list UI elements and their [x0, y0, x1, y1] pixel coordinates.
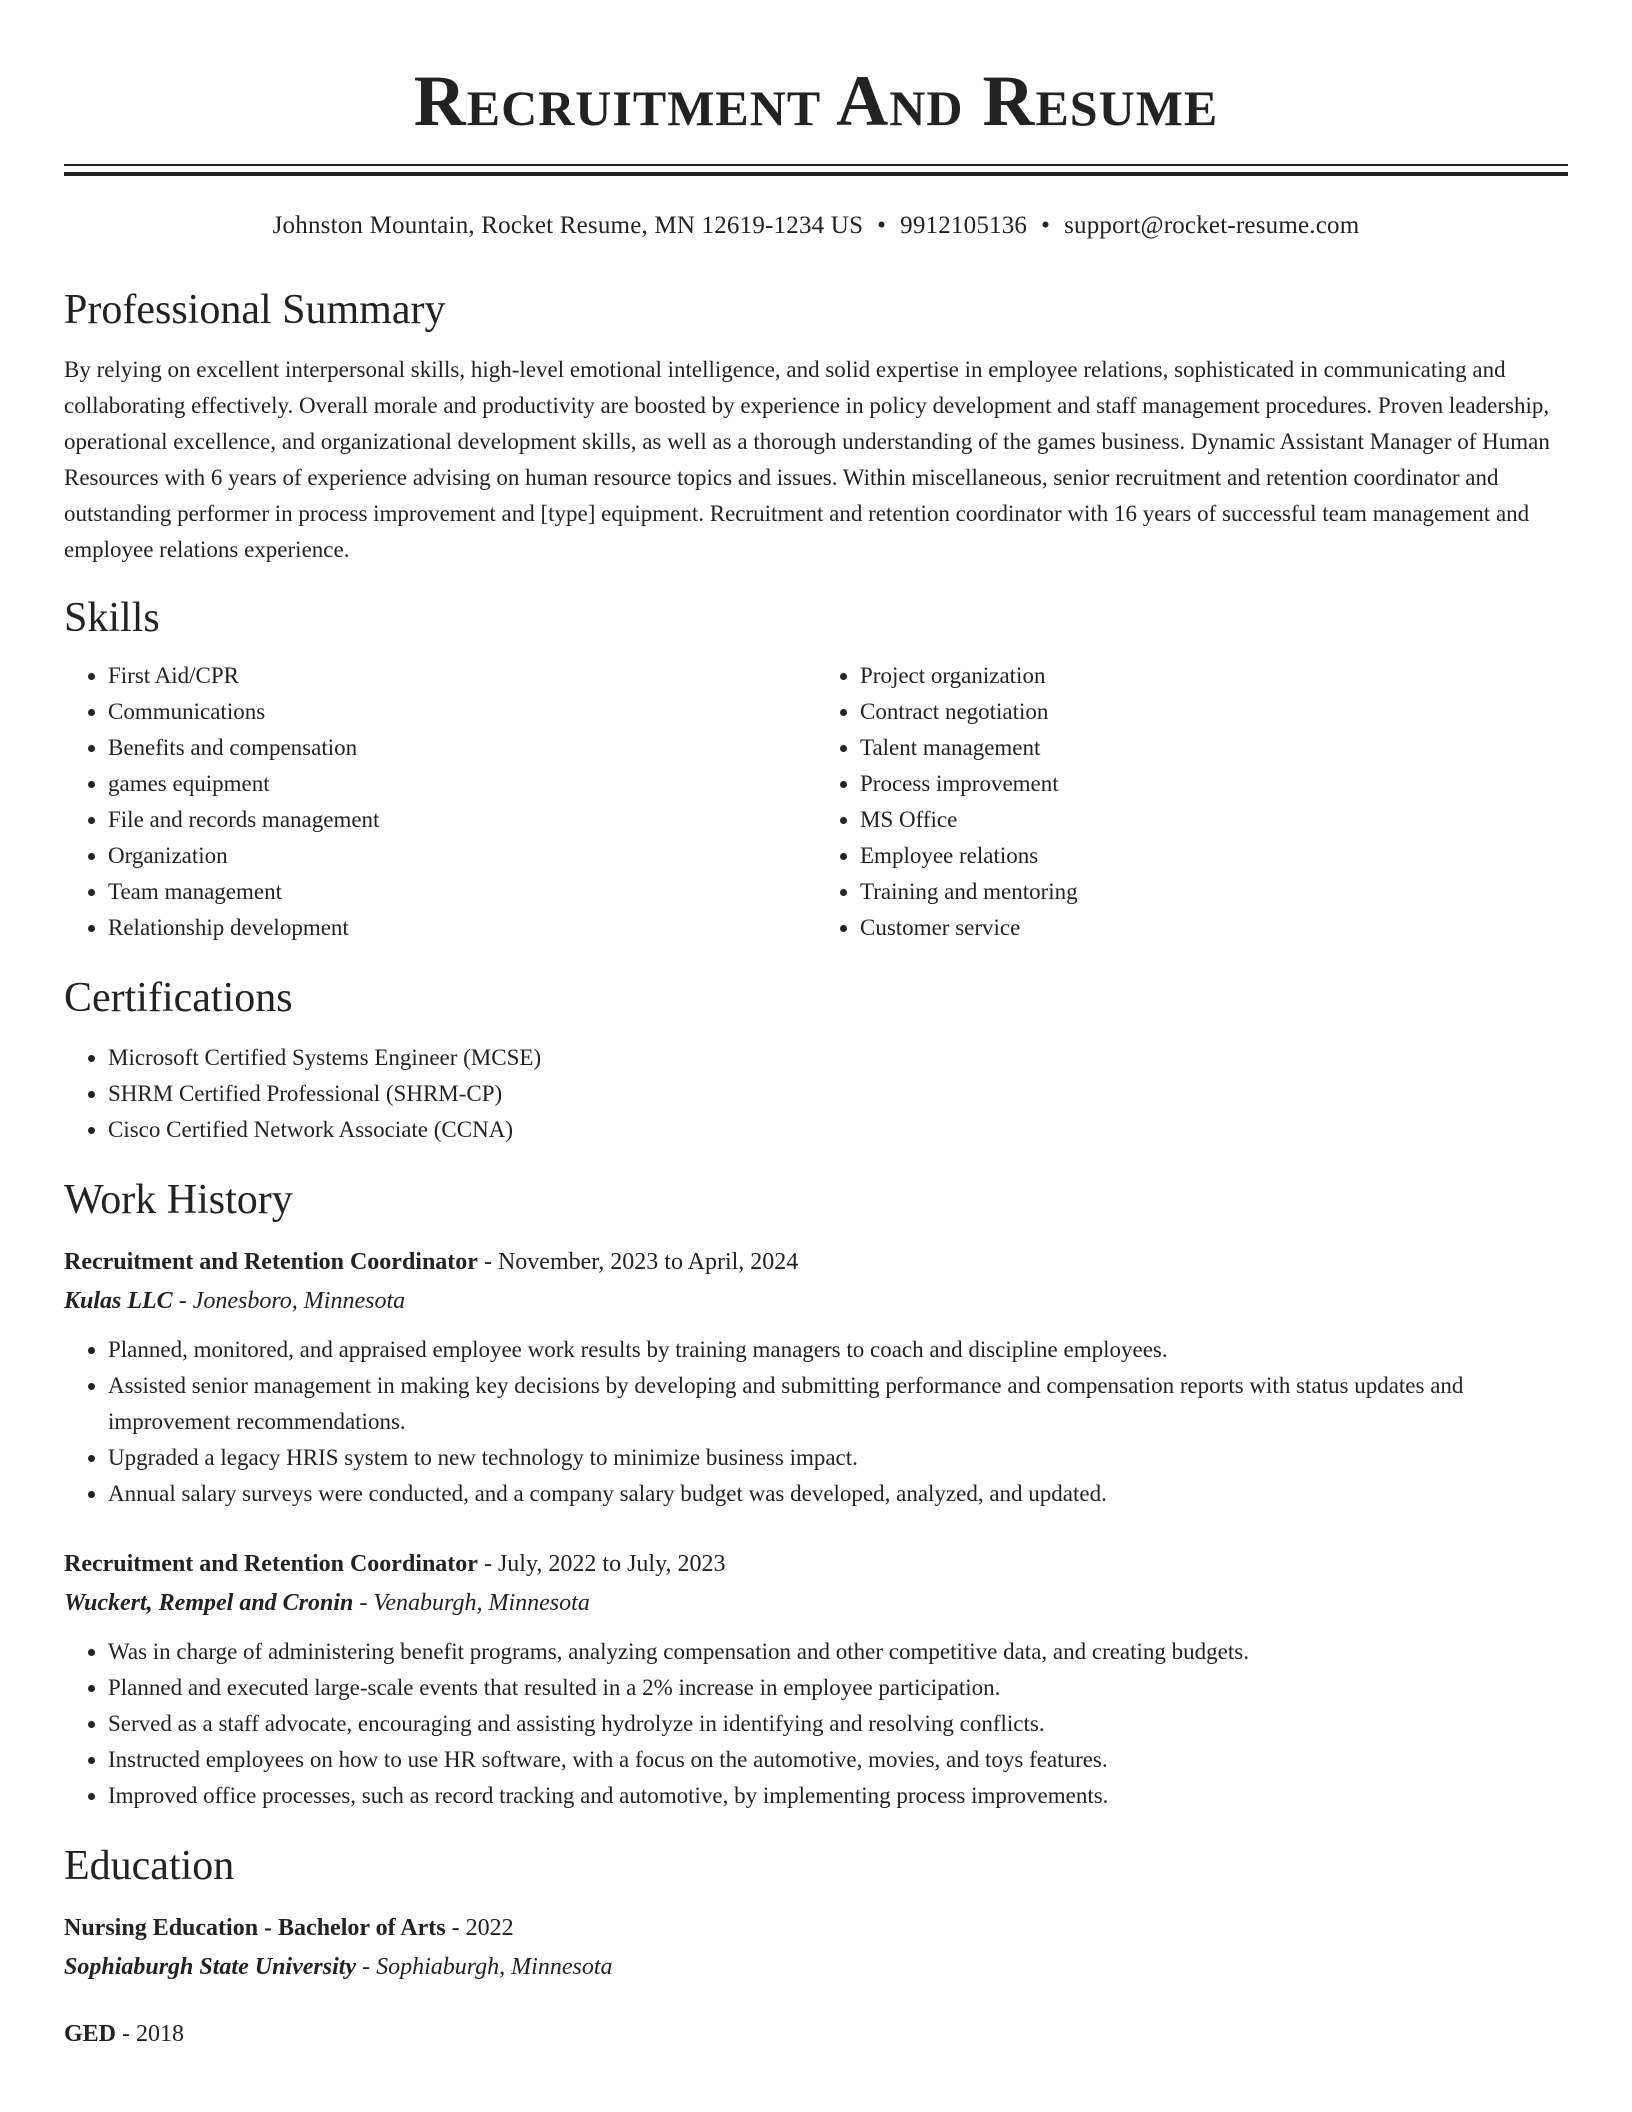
- summary-heading: Professional Summary: [64, 287, 446, 333]
- education-degree: GED: [64, 2021, 117, 2047]
- work-history-heading: Work History: [64, 1177, 293, 1223]
- resume-title: Recruitment And Resume: [413, 61, 1219, 141]
- job-bullet: • Was in charge of administering benefit programs, analyzing compensation and other competitive data, and creating budgets.: [108, 1634, 1568, 1670]
- job-dates: November, 2023 to April, 2024: [497, 1249, 799, 1275]
- education-year: 2022: [465, 1915, 514, 1941]
- job-title: Recruitment and Retention Coordinator: [64, 1249, 478, 1275]
- contact-separator: •: [877, 212, 887, 239]
- skills-left-list: [64, 658, 816, 946]
- job-bullet: • Annual salary surveys were conducted, and a company salary budget was developed, analyzed, and updated.: [108, 1476, 1568, 1512]
- skill-item: • Project organization: [860, 658, 1568, 694]
- skill-item: • Customer service: [860, 910, 1568, 946]
- job-entry: [64, 1242, 1568, 1512]
- skill-item: • Organization: [108, 838, 816, 874]
- certification-item: • Microsoft Certified Systems Engineer (MCSE): [108, 1040, 1568, 1076]
- skill-item: • MS Office: [860, 802, 1568, 838]
- skill-item: • games equipment: [108, 766, 816, 802]
- contact-address: Johnston Mountain, Rocket Resume, MN 12619-1234 US: [272, 212, 864, 239]
- title-rule-thick: [64, 172, 1568, 176]
- skill-item: • First Aid/CPR: [108, 658, 816, 694]
- skills-heading: Skills: [64, 595, 160, 641]
- certification-item: • Cisco Certified Network Associate (CCNA): [108, 1112, 1568, 1148]
- contact-line: [64, 210, 1568, 242]
- skill-item: • Talent management: [860, 730, 1568, 766]
- job-location: Venaburgh, Minnesota: [373, 1590, 590, 1616]
- education-year: 2018: [136, 2021, 185, 2047]
- job-bullet: • Upgraded a legacy HRIS system to new technology to minimize business impact.: [108, 1440, 1568, 1476]
- job-title: Recruitment and Retention Coordinator: [64, 1551, 478, 1577]
- job-company-line: Wuckert, Rempel and Cronin - Venaburgh, Minnesota: [64, 1590, 590, 1616]
- job-company: Kulas LLC: [64, 1288, 173, 1314]
- job-bullet: • Instructed employees on how to use HR software, with a focus on the automotive, movies, and toys features.: [108, 1742, 1568, 1778]
- job-title-line: Recruitment and Retention Coordinator - July, 2022 to July, 2023: [64, 1551, 726, 1577]
- skill-item: • File and records management: [108, 802, 816, 838]
- skill-item: • Communications: [108, 694, 816, 730]
- certification-item: • SHRM Certified Professional (SHRM-CP): [108, 1076, 1568, 1112]
- education-degree-line: GED - 2018: [64, 2021, 185, 2047]
- contact-phone: 9912105136: [900, 212, 1028, 239]
- certifications-list: [64, 1040, 1568, 1148]
- education-school-line: Sophiaburgh State University - Sophiaburgh, Minnesota: [64, 1954, 613, 1980]
- job-bullets: [64, 1332, 1568, 1512]
- certifications-heading: Certifications: [64, 975, 293, 1021]
- job-title-line: Recruitment and Retention Coordinator - November, 2023 to April, 2024: [64, 1249, 799, 1275]
- skill-item: • Training and mentoring: [860, 874, 1568, 910]
- skill-item: • Team management: [108, 874, 816, 910]
- title-rule-thin: [64, 164, 1568, 166]
- job-bullet: • Planned and executed large-scale events that resulted in a 2% increase in employee participation.: [108, 1670, 1568, 1706]
- education-heading: Education: [64, 1843, 235, 1889]
- skill-item: • Relationship development: [108, 910, 816, 946]
- summary-text: By relying on excellent interpersonal skills, high-level emotional intelligence, and solid expertise in employee relations, sophisticated in communicating and collaborating effectively. Overall morale and productivity are boosted by experience in policy development and staff management procedures. Proven leadership, operational excellence, and organizational development skills, as well as a thorough understanding of the games business. Dynamic Assistant Manager of Human Resources with 6 years of experience advising on human resource topics and issues. Within miscellaneous, senior recruitment and retention coordinator and outstanding performer in process improvement and [type] equipment. Recruitment and retention coordinator with 16 years of successful team management and employee relations experience.: [64, 357, 1550, 562]
- education-location: Sophiaburgh, Minnesota: [376, 1954, 613, 1980]
- education-degree-line: Nursing Education - Bachelor of Arts - 2022: [64, 1915, 514, 1941]
- skill-item: • Employee relations: [860, 838, 1568, 874]
- contact-separator: •: [1041, 212, 1051, 239]
- contact-email: support@rocket-resume.com: [1064, 212, 1360, 239]
- skills-columns: [64, 658, 1568, 946]
- education-degree: Nursing Education - Bachelor of Arts: [64, 1915, 446, 1941]
- education-school: Sophiaburgh State University: [64, 1954, 357, 1980]
- skills-right-list: [816, 658, 1568, 946]
- job-company: Wuckert, Rempel and Cronin: [64, 1590, 354, 1616]
- job-bullets: [64, 1634, 1568, 1814]
- job-bullet: • Served as a staff advocate, encouraging and assisting hydrolyze in identifying and resolving conflicts.: [108, 1706, 1568, 1742]
- job-location: Jonesboro, Minnesota: [192, 1288, 406, 1314]
- skill-item: • Process improvement: [860, 766, 1568, 802]
- job-dates: July, 2022 to July, 2023: [497, 1551, 726, 1577]
- job-bullet: • Improved office processes, such as record tracking and automotive, by implementing process improvements.: [108, 1778, 1568, 1814]
- skill-item: • Benefits and compensation: [108, 730, 816, 766]
- job-bullet: • Planned, monitored, and appraised employee work results by training managers to coach and discipline employees.: [108, 1332, 1568, 1368]
- job-company-line: Kulas LLC - Jonesboro, Minnesota: [64, 1288, 406, 1314]
- skill-item: • Contract negotiation: [860, 694, 1568, 730]
- job-entry: [64, 1544, 1568, 1814]
- job-bullet: • Assisted senior management in making key decisions by developing and submitting performance and compensation reports with status updates and improvement recommendations.: [108, 1368, 1568, 1440]
